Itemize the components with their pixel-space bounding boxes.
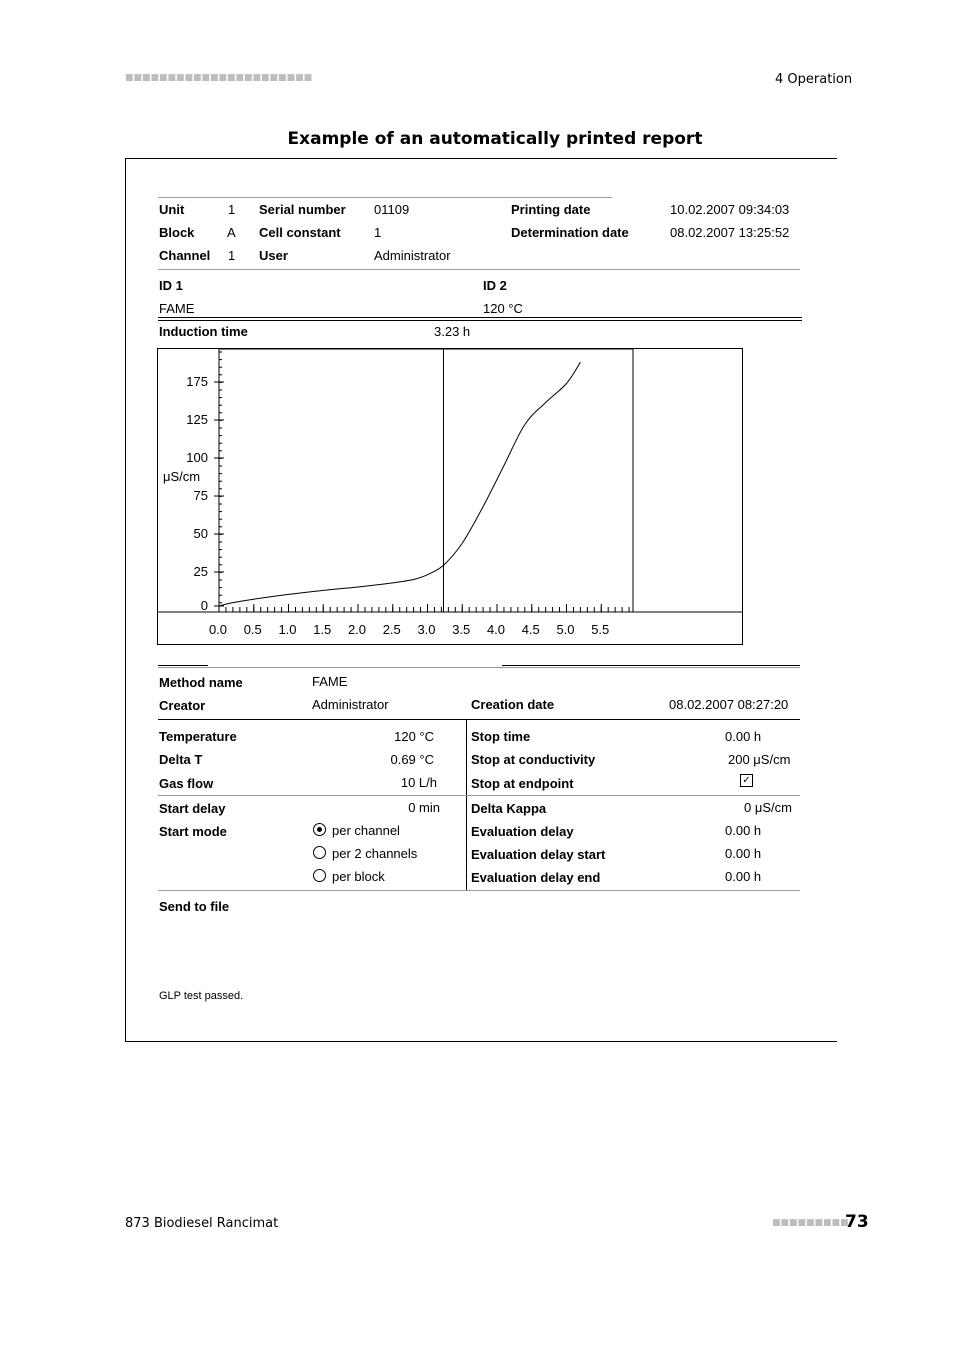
page-title: Example of an automatically printed report <box>287 129 703 149</box>
evaluation-delay-label: Evaluation delay <box>471 824 574 839</box>
unit-value: 1 <box>228 202 236 217</box>
x-tick-label: 4.0 <box>486 622 506 637</box>
induction-time-label: Induction time <box>159 324 248 339</box>
user-value: Administrator <box>374 248 451 263</box>
block-value: A <box>227 225 236 240</box>
x-tick-label: 1.0 <box>278 622 297 637</box>
header-section-title: 4 Operation <box>775 72 853 87</box>
divider <box>158 890 800 891</box>
start-mode-option: per block <box>332 869 385 884</box>
channel-value: 1 <box>228 248 236 263</box>
method-name-value: FAME <box>312 674 348 689</box>
evaluation-delay-end-value: 0.00 h <box>725 869 762 884</box>
x-tick-label: 2.5 <box>382 622 401 637</box>
id2-label: ID 2 <box>483 278 507 293</box>
send-to-file-label: Send to file <box>159 899 230 914</box>
creation-date-value: 08.02.2007 08:27:20 <box>669 697 789 712</box>
x-tick-label: 2.0 <box>347 622 367 637</box>
column-divider <box>466 719 467 890</box>
stop-endpoint-checkbox: ✓ <box>740 774 753 787</box>
y-axis-label: μS/cm <box>163 469 201 484</box>
x-tick-label: 0.5 <box>243 622 262 637</box>
printing-date-label: Printing date <box>511 202 591 217</box>
y-tick-label: 75 <box>193 488 208 503</box>
x-tick-label: 3.0 <box>417 622 436 637</box>
creation-date-label: Creation date <box>471 697 555 712</box>
id1-label: ID 1 <box>159 278 183 293</box>
footer-dots: ■■■■■■■■■ <box>772 1218 849 1228</box>
start-mode-option: per channel <box>332 823 400 838</box>
block-label: Block <box>159 225 195 240</box>
delta-t-value: 0.69 °C <box>390 752 434 767</box>
unit-label: Unit <box>159 202 185 217</box>
serial-value: 01109 <box>374 202 410 217</box>
creator-value: Administrator <box>312 697 389 712</box>
start-mode-radio-per-2-channels <box>313 846 326 859</box>
header-section-dots: ■■■■■■■■■■■■■■■■■■■■■■ <box>125 73 313 83</box>
gas-flow-label: Gas flow <box>159 776 214 791</box>
delta-t-label: Delta T <box>159 752 203 767</box>
y-tick-label: 175 <box>186 374 208 389</box>
y-tick-label: 100 <box>186 450 208 465</box>
determination-date-value: 08.02.2007 13:25:52 <box>670 225 790 240</box>
conductivity-curve <box>219 362 580 606</box>
cell-constant-value: 1 <box>374 225 382 240</box>
stop-conductivity-label: Stop at conductivity <box>471 752 596 767</box>
start-delay-label: Start delay <box>159 801 226 816</box>
printing-date-value: 10.02.2007 09:34:03 <box>670 202 790 217</box>
stop-time-value: 0.00 h <box>725 729 762 744</box>
creator-label: Creator <box>159 698 206 713</box>
divider <box>158 719 800 720</box>
id1-value: FAME <box>159 301 195 316</box>
x-tick-label: 0.0 <box>208 622 228 637</box>
page-number: 73 <box>845 1212 869 1232</box>
start-mode-radio-per-block <box>313 869 326 882</box>
channel-label: Channel <box>159 248 211 263</box>
evaluation-delay-start-value: 0.00 h <box>725 846 762 861</box>
stop-time-label: Stop time <box>471 729 531 744</box>
cell-constant-label: Cell constant <box>259 225 341 240</box>
evaluation-delay-value: 0.00 h <box>725 823 762 838</box>
x-tick-label: 4.5 <box>521 622 540 637</box>
start-mode-radio-per-channel <box>313 823 326 836</box>
gas-flow-value: 10 L/h <box>400 775 437 790</box>
glp-status: GLP test passed. <box>159 990 244 1002</box>
serial-label: Serial number <box>259 202 346 217</box>
temperature-value: 120 °C <box>394 729 434 744</box>
id2-value: 120 °C <box>483 301 523 316</box>
x-tick-label: 3.5 <box>452 622 471 637</box>
start-mode-option: per 2 channels <box>332 846 418 861</box>
y-tick-label: 125 <box>186 412 208 427</box>
y-tick-label: 50 <box>193 526 208 541</box>
divider <box>158 665 208 666</box>
induction-time-value: 3.23 h <box>434 324 471 339</box>
evaluation-delay-end-label: Evaluation delay end <box>471 870 601 885</box>
divider <box>158 667 800 668</box>
determination-date-label: Determination date <box>511 225 629 240</box>
temperature-label: Temperature <box>159 729 237 744</box>
delta-kappa-label: Delta Kappa <box>471 801 547 816</box>
start-delay-value: 0 min <box>408 800 440 815</box>
y-tick-label: 0 <box>200 598 208 613</box>
x-tick-label: 5.0 <box>556 622 575 637</box>
x-tick-label: 1.5 <box>313 622 332 637</box>
y-tick-label: 25 <box>193 564 208 579</box>
start-mode-label: Start mode <box>159 824 227 839</box>
stop-conductivity-value: 200 μS/cm <box>728 752 791 767</box>
footer-product: 873 Biodiesel Rancimat <box>125 1216 279 1231</box>
stop-endpoint-label: Stop at endpoint <box>471 776 574 791</box>
x-tick-label: 5.5 <box>591 622 610 637</box>
divider <box>502 665 800 666</box>
divider <box>158 795 800 796</box>
method-name-label: Method name <box>159 675 243 690</box>
delta-kappa-value: 0 μS/cm <box>744 800 792 815</box>
evaluation-delay-start-label: Evaluation delay start <box>471 847 606 862</box>
user-label: User <box>259 248 288 263</box>
